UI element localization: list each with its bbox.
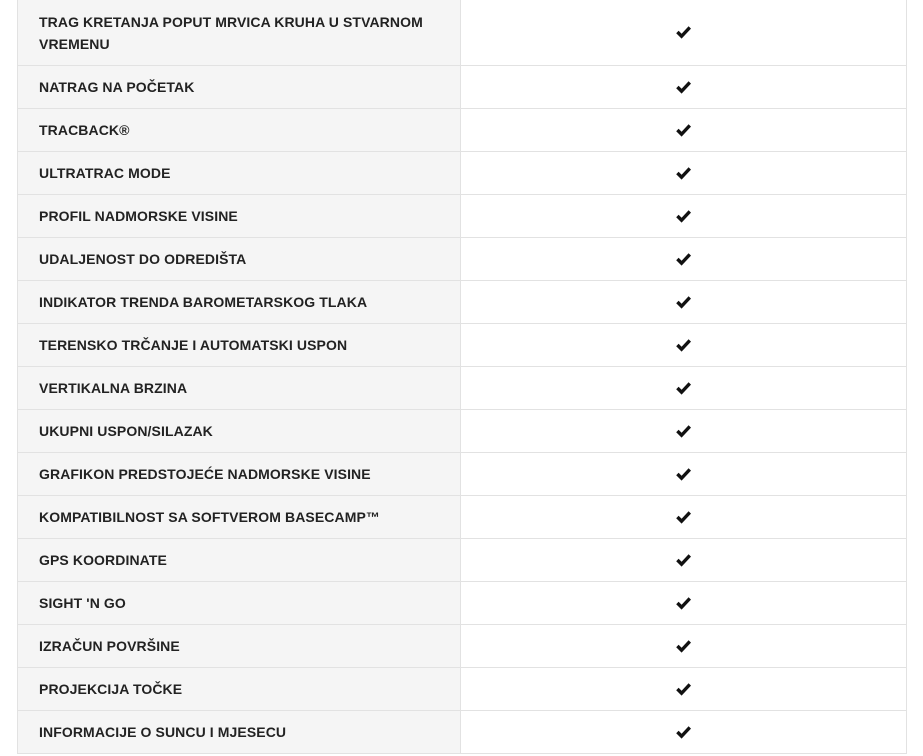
table-row [18, 324, 906, 367]
checkmark-icon [675, 553, 692, 568]
table-row [18, 0, 906, 66]
feature-label-cell [18, 539, 461, 581]
feature-value-cell [461, 195, 906, 237]
feature-label-cell [18, 496, 461, 538]
checkmark-icon [675, 295, 692, 310]
feature-label-cell [18, 195, 461, 237]
feature-spec-table [17, 0, 907, 754]
checkmark-icon [675, 381, 692, 396]
feature-value-cell [461, 109, 906, 151]
table-row [18, 66, 906, 109]
feature-value-cell [461, 367, 906, 409]
checkmark-icon [675, 166, 692, 181]
feature-label: GRAFIKON PREDSTOJEĆE NADMORSKE VISINE [39, 466, 371, 482]
feature-value-cell [461, 453, 906, 495]
feature-label-cell [18, 66, 461, 108]
feature-label-cell [18, 582, 461, 624]
checkmark-icon [675, 682, 692, 697]
feature-value-cell [461, 324, 906, 366]
table-row [18, 410, 906, 453]
feature-value-cell [461, 625, 906, 667]
feature-label: UKUPNI USPON/SILAZAK [39, 423, 213, 439]
checkmark-icon [675, 725, 692, 740]
feature-value-cell [461, 152, 906, 194]
table-row [18, 152, 906, 195]
checkmark-icon [675, 338, 692, 353]
feature-label-cell [18, 453, 461, 495]
table-row [18, 281, 906, 324]
feature-label-cell [18, 625, 461, 667]
feature-label: ULTRATRAC MODE [39, 165, 171, 181]
feature-label-cell [18, 324, 461, 366]
checkmark-icon [675, 209, 692, 224]
feature-label: NATRAG NA POČETAK [39, 79, 195, 95]
checkmark-icon [675, 25, 692, 40]
feature-label-cell [18, 109, 461, 151]
feature-value-cell [461, 66, 906, 108]
checkmark-icon [675, 467, 692, 482]
feature-label-cell [18, 367, 461, 409]
feature-label-cell [18, 711, 461, 753]
checkmark-icon [675, 510, 692, 525]
feature-value-cell [461, 281, 906, 323]
feature-label: INDIKATOR TRENDA BAROMETARSKOG TLAKA [39, 294, 368, 310]
feature-label: TRAG KRETANJA POPUT MRVICA KRUHA U STVARNOM VREMENU [39, 13, 423, 52]
feature-value-cell [461, 539, 906, 581]
feature-value-cell [461, 582, 906, 624]
feature-label: IZRAČUN POVRŠINE [39, 638, 180, 654]
feature-label: UDALJENOST DO ODREDIŠTA [39, 251, 247, 267]
table-row [18, 238, 906, 281]
checkmark-icon [675, 639, 692, 654]
checkmark-icon [675, 123, 692, 138]
table-row [18, 195, 906, 238]
feature-value-cell [461, 238, 906, 280]
feature-label-cell [18, 668, 461, 710]
feature-label: VERTIKALNA BRZINA [39, 380, 188, 396]
feature-label: SIGHT 'N GO [39, 595, 126, 611]
feature-label-cell [18, 238, 461, 280]
table-row [18, 496, 906, 539]
table-row [18, 625, 906, 668]
table-row [18, 711, 906, 754]
table-row [18, 539, 906, 582]
feature-label: GPS KOORDINATE [39, 552, 167, 568]
checkmark-icon [675, 424, 692, 439]
feature-label: INFORMACIJE O SUNCU I MJESECU [39, 724, 287, 740]
feature-label-cell [18, 281, 461, 323]
feature-value-cell [461, 496, 906, 538]
feature-label-cell [18, 410, 461, 452]
table-row [18, 453, 906, 496]
feature-label: TERENSKO TRČANJE I AUTOMATSKI USPON [39, 337, 348, 353]
feature-label-cell [18, 0, 461, 65]
feature-label: PROJEKCIJA TOČKE [39, 681, 183, 697]
checkmark-icon [675, 80, 692, 95]
feature-label: TRACBACK® [39, 122, 130, 138]
feature-label: PROFIL NADMORSKE VISINE [39, 208, 238, 224]
table-row [18, 367, 906, 410]
table-row [18, 668, 906, 711]
feature-value-cell [461, 0, 906, 65]
checkmark-icon [675, 252, 692, 267]
feature-value-cell [461, 668, 906, 710]
table-row [18, 109, 906, 152]
feature-label: KOMPATIBILNOST SA SOFTVEROM BASECAMP™ [39, 509, 380, 525]
feature-label-cell [18, 152, 461, 194]
table-row [18, 582, 906, 625]
checkmark-icon [675, 596, 692, 611]
feature-value-cell [461, 410, 906, 452]
feature-value-cell [461, 711, 906, 753]
